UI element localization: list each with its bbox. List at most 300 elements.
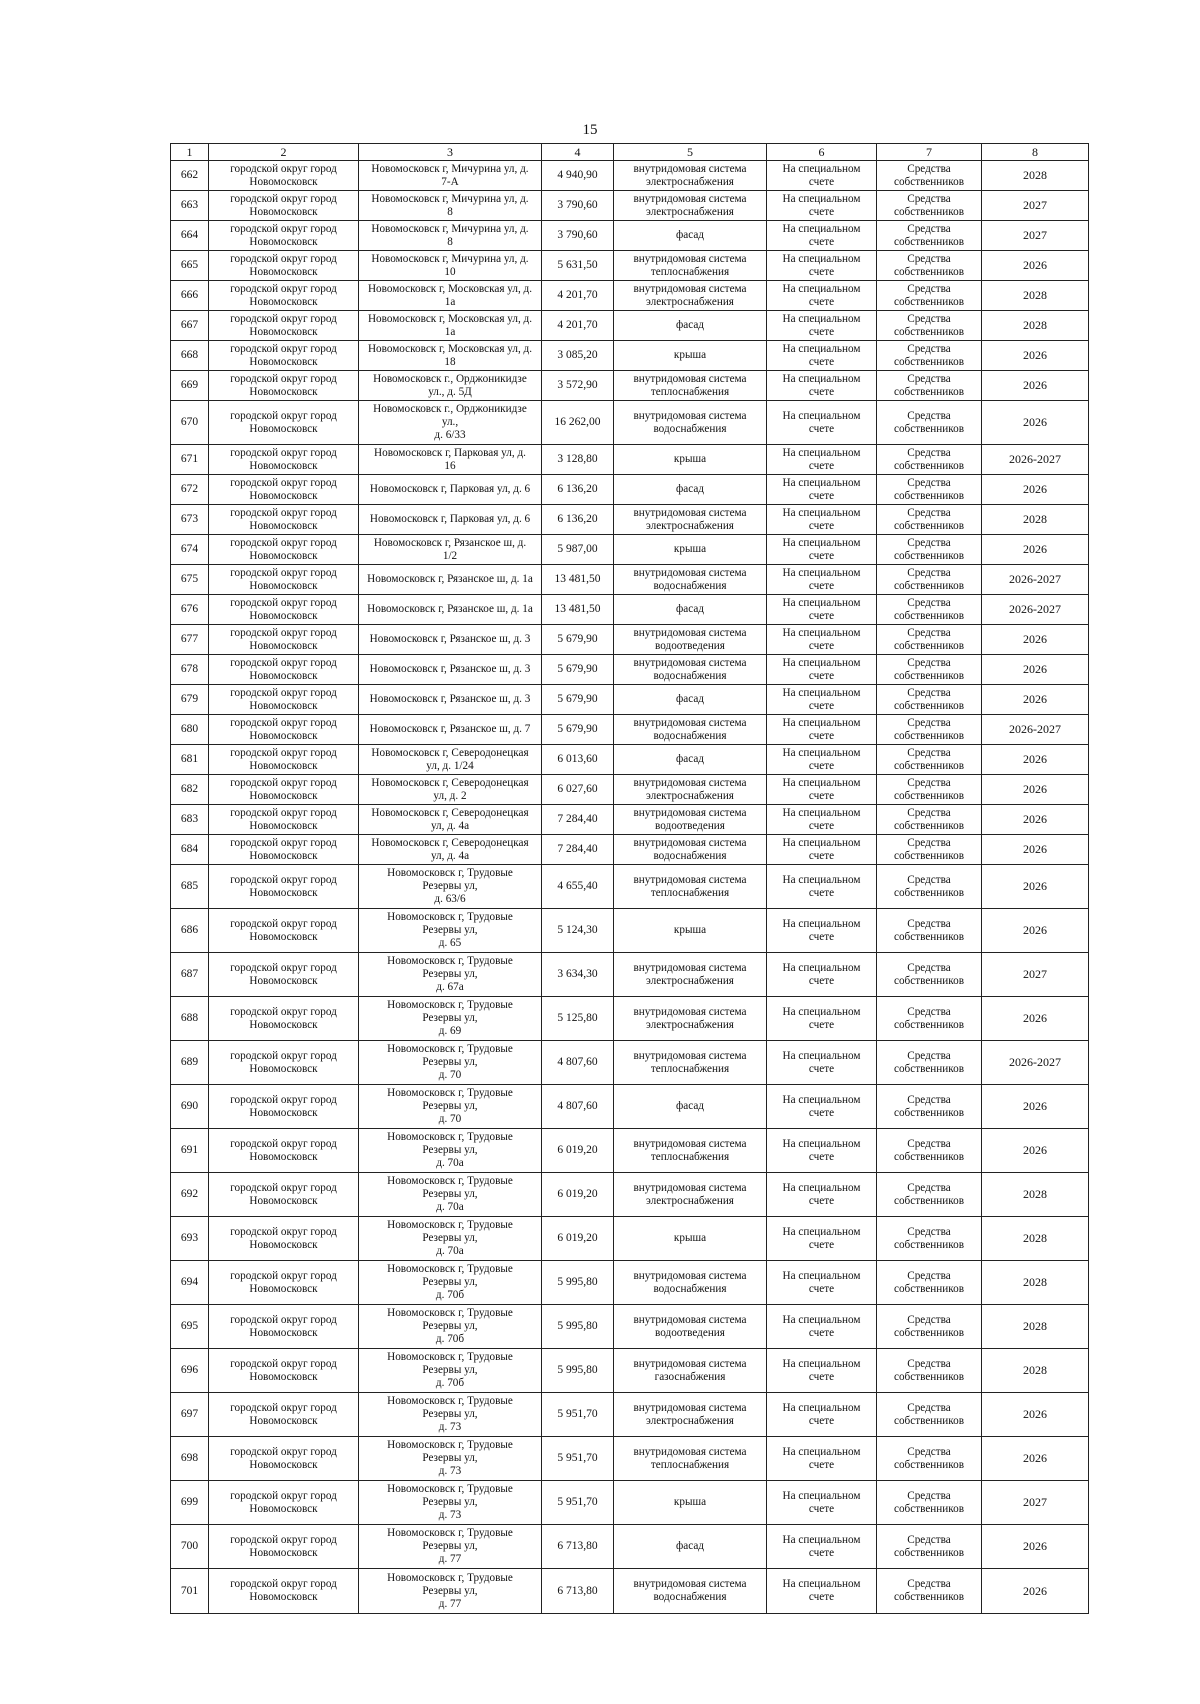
municipality-cell-line: Новомосковск — [249, 295, 318, 308]
work-type-cell — [614, 865, 767, 909]
work-type-cell — [614, 401, 767, 445]
work-type-cell — [614, 445, 767, 475]
funding-source-cell — [877, 625, 982, 655]
area-cell: 4 201,70 — [542, 311, 614, 341]
municipality-cell-line: городской округ город — [230, 961, 337, 974]
funding-source-cell — [877, 685, 982, 715]
fund-method-cell — [767, 281, 877, 311]
address-cell-line: д. 6/33 — [434, 429, 466, 441]
funding-source-cell — [877, 745, 982, 775]
work-type-cell — [614, 505, 767, 535]
fund-method-cell-line: На специальном — [782, 1578, 861, 1590]
fund-method-cell-line: счете — [808, 385, 835, 398]
work-type-cell-line: водоснабжения — [653, 1282, 727, 1295]
municipality-cell-line: Новомосковск — [249, 235, 318, 248]
table-row — [171, 191, 1089, 221]
address-cell-line: Новомосковск г, Рязанское ш, д. 1а — [367, 603, 533, 615]
municipality-cell — [209, 311, 359, 341]
work-type-cell — [614, 1041, 767, 1085]
table-row — [171, 1261, 1089, 1305]
row-number: 670 — [171, 401, 209, 445]
work-type-cell-line: теплоснабжения — [650, 886, 730, 899]
area-cell: 5 679,90 — [542, 715, 614, 745]
fund-method-cell — [767, 1261, 877, 1305]
work-type-cell-line: теплоснабжения — [650, 1150, 730, 1163]
address-cell-line: Новомосковск г, Мичурина ул, д. — [371, 192, 529, 205]
address-cell-line: Новомосковск г, Парковая ул, д. 6 — [369, 513, 531, 525]
municipality-cell-line: Новомосковск — [249, 1238, 318, 1251]
fund-method-cell-line: На специальном — [782, 716, 861, 729]
municipality-cell-line: Новомосковск — [249, 489, 318, 502]
year-cell: 2028 — [982, 1349, 1089, 1393]
fund-method-cell-line: счете — [808, 930, 835, 943]
fund-method-cell-line: На специальном — [782, 1093, 861, 1106]
municipality-cell-line: Новомосковск — [249, 789, 318, 802]
funding-source-cell-line: Средства — [907, 1181, 951, 1194]
funding-source-cell-line: Средства — [907, 506, 951, 519]
municipality-cell — [209, 505, 359, 535]
municipality-cell — [209, 997, 359, 1041]
address-cell-line: д. 69 — [438, 1025, 462, 1037]
row-number: 696 — [171, 1349, 209, 1393]
funding-source-cell-line: собственников — [894, 1282, 964, 1295]
fund-method-cell-line: На специальном — [782, 506, 861, 519]
column-header: 5 — [614, 144, 767, 161]
funding-source-cell-line: Средства — [907, 566, 951, 579]
municipality-cell-line: городской округ город — [230, 1313, 337, 1326]
table-row — [171, 1217, 1089, 1261]
work-type-cell-line: внутридомовая система — [633, 776, 747, 789]
address-cell — [359, 953, 542, 997]
work-type-cell-line: фасад — [676, 1100, 704, 1112]
work-type-cell-line: внутридомовая система — [633, 1137, 747, 1150]
row-number: 684 — [171, 835, 209, 865]
area-cell: 5 951,70 — [542, 1437, 614, 1481]
year-cell: 2028 — [982, 505, 1089, 535]
funding-source-cell-line: Средства — [907, 917, 951, 930]
row-number: 685 — [171, 865, 209, 909]
table-row — [171, 401, 1089, 445]
row-number: 665 — [171, 251, 209, 281]
funding-source-cell — [877, 1437, 982, 1481]
row-number: 672 — [171, 475, 209, 505]
work-type-cell — [614, 1261, 767, 1305]
work-type-cell-line: водоотведения — [655, 1326, 725, 1339]
address-cell-line: 1/2 — [442, 549, 458, 562]
funding-source-cell — [877, 997, 982, 1041]
funding-source-cell-line: Средства — [907, 961, 951, 974]
municipality-cell-line: городской округ город — [230, 312, 337, 325]
row-number: 693 — [171, 1217, 209, 1261]
address-cell — [359, 625, 542, 655]
row-number: 675 — [171, 565, 209, 595]
work-type-cell — [614, 997, 767, 1041]
funding-source-cell-line: собственников — [894, 819, 964, 832]
address-cell — [359, 595, 542, 625]
address-cell-line: д. 70б — [435, 1377, 465, 1389]
address-cell-line: Новомосковск г, Северодонецкая — [371, 836, 529, 849]
work-type-cell — [614, 775, 767, 805]
fund-method-cell-line: счете — [808, 789, 835, 802]
fund-method-cell — [767, 161, 877, 191]
year-cell: 2026 — [982, 1393, 1089, 1437]
funding-source-cell-line: собственников — [894, 1194, 964, 1207]
work-type-cell — [614, 1217, 767, 1261]
address-cell — [359, 221, 542, 251]
funding-source-cell — [877, 535, 982, 565]
work-type-cell-line: фасад — [676, 603, 704, 615]
work-type-cell — [614, 685, 767, 715]
area-cell: 4 655,40 — [542, 865, 614, 909]
municipality-cell-line: городской округ город — [230, 806, 337, 819]
work-type-cell-line: водоотведения — [655, 639, 725, 652]
municipality-cell — [209, 1393, 359, 1437]
municipality-cell-line: Новомосковск — [249, 1150, 318, 1163]
column-header: 3 — [359, 144, 542, 161]
municipality-cell-line: городской округ город — [230, 1489, 337, 1502]
year-cell: 2026 — [982, 371, 1089, 401]
row-number: 667 — [171, 311, 209, 341]
year-cell: 2026-2027 — [982, 715, 1089, 745]
municipality-cell-line: городской округ город — [230, 566, 337, 579]
address-cell-line: Резервы ул, — [422, 880, 478, 892]
work-type-cell-line: внутридомовая система — [633, 252, 747, 265]
funding-source-cell — [877, 311, 982, 341]
address-cell — [359, 341, 542, 371]
fund-method-cell-line: На специальном — [782, 961, 861, 974]
fund-method-cell-line: На специальном — [782, 342, 861, 355]
fund-method-cell — [767, 445, 877, 475]
address-cell — [359, 401, 542, 445]
funding-source-cell — [877, 865, 982, 909]
fund-method-cell-line: На специальном — [782, 409, 861, 422]
funding-source-cell-line: собственников — [894, 1018, 964, 1031]
area-cell: 4 940,90 — [542, 161, 614, 191]
work-type-cell-line: электроснабжения — [646, 519, 734, 532]
work-type-cell-line: теплоснабжения — [650, 1458, 730, 1471]
fund-method-cell-line: На специальном — [782, 917, 861, 930]
row-number: 662 — [171, 161, 209, 191]
funding-source-cell-line: Средства — [907, 806, 951, 819]
table-row — [171, 1305, 1089, 1349]
work-type-cell-line: крыша — [673, 1496, 707, 1508]
funding-source-cell-line: собственников — [894, 1502, 964, 1515]
row-number: 688 — [171, 997, 209, 1041]
work-type-cell-line: водоснабжения — [653, 729, 727, 742]
municipality-cell-line: городской округ город — [230, 372, 337, 385]
funding-source-cell-line: собственников — [894, 1150, 964, 1163]
address-cell-line: Новомосковск г, Трудовые — [387, 1351, 513, 1363]
funding-source-cell-line: собственников — [894, 489, 964, 502]
work-type-cell — [614, 191, 767, 221]
municipality-cell-line: Новомосковск — [249, 849, 318, 862]
fund-method-cell-line: На специальном — [782, 806, 861, 819]
funding-source-cell-line: собственников — [894, 759, 964, 772]
area-cell: 3 085,20 — [542, 341, 614, 371]
address-cell-line: Новомосковск г, Трудовые — [387, 867, 513, 879]
municipality-cell-line: Новомосковск — [249, 886, 318, 899]
address-cell-line: д. 67а — [436, 981, 464, 993]
funding-source-cell — [877, 715, 982, 745]
work-type-cell-line: внутридомовая система — [633, 873, 747, 886]
fund-method-cell-line: счете — [808, 1546, 835, 1559]
municipality-cell-line: городской округ город — [230, 409, 337, 422]
year-cell: 2027 — [982, 953, 1089, 997]
address-cell-line: Новомосковск г, Трудовые — [387, 1571, 513, 1584]
table-row — [171, 565, 1089, 595]
work-type-cell-line: крыша — [673, 453, 707, 465]
municipality-cell — [209, 1217, 359, 1261]
municipality-cell — [209, 1481, 359, 1525]
fund-method-cell-line: На специальном — [782, 312, 861, 325]
year-cell: 2026 — [982, 1569, 1089, 1614]
municipality-cell-line: Новомосковск — [249, 609, 318, 622]
work-type-cell-line: теплоснабжения — [650, 1062, 730, 1075]
fund-method-cell-line: счете — [808, 1370, 835, 1383]
work-type-cell — [614, 909, 767, 953]
fund-method-cell-line: счете — [808, 819, 835, 832]
municipality-cell-line: Новомосковск — [249, 974, 318, 987]
fund-method-cell-line: счете — [808, 175, 835, 188]
area-cell: 16 262,00 — [542, 401, 614, 445]
municipality-cell — [209, 535, 359, 565]
column-header: 8 — [982, 144, 1089, 161]
funding-source-cell — [877, 1393, 982, 1437]
work-type-cell — [614, 1481, 767, 1525]
funding-source-cell-line: собственников — [894, 205, 964, 218]
area-cell: 3 572,90 — [542, 371, 614, 401]
fund-method-cell-line: На специальном — [782, 596, 861, 609]
municipality-cell-line: городской округ город — [230, 873, 337, 886]
funding-source-cell-line: собственников — [894, 1414, 964, 1427]
municipality-cell — [209, 1129, 359, 1173]
municipality-cell — [209, 953, 359, 997]
municipality-cell-line: Новомосковск — [249, 1591, 318, 1603]
fund-method-cell-line: На специальном — [782, 836, 861, 849]
municipality-cell — [209, 191, 359, 221]
funding-source-cell-line: Средства — [907, 446, 951, 459]
area-cell: 5 679,90 — [542, 685, 614, 715]
funding-source-cell-line: Средства — [907, 342, 951, 355]
fund-method-cell-line: На специальном — [782, 476, 861, 489]
fund-method-cell-line: счете — [808, 422, 835, 435]
work-type-cell-line: фасад — [676, 229, 704, 241]
year-cell: 2026 — [982, 685, 1089, 715]
address-cell-line: Новомосковск г, Северодонецкая — [371, 806, 529, 819]
work-type-cell — [614, 1525, 767, 1569]
table-row — [171, 445, 1089, 475]
municipality-cell — [209, 341, 359, 371]
fund-method-cell-line: счете — [808, 1326, 835, 1339]
address-cell-line: Новомосковск г, Трудовые — [387, 1395, 513, 1407]
funding-source-cell-line: Средства — [907, 1269, 951, 1282]
row-number: 691 — [171, 1129, 209, 1173]
funding-source-cell-line: Средства — [907, 1445, 951, 1458]
work-type-cell — [614, 805, 767, 835]
fund-method-cell-line: На специальном — [782, 1137, 861, 1150]
address-cell-line: Резервы ул, — [422, 1232, 478, 1244]
municipality-cell-line: городской округ город — [230, 1533, 337, 1546]
work-type-cell-line: внутридомовая система — [633, 1181, 747, 1194]
municipality-cell — [209, 1041, 359, 1085]
municipality-cell-line: Новомосковск — [249, 519, 318, 532]
work-type-cell-line: внутридомовая система — [633, 961, 747, 974]
work-type-cell — [614, 953, 767, 997]
table-row — [171, 251, 1089, 281]
area-cell: 5 679,90 — [542, 625, 614, 655]
row-number: 694 — [171, 1261, 209, 1305]
address-cell-line: Новомосковск г, Трудовые — [387, 1307, 513, 1319]
municipality-cell-line: городской округ город — [230, 596, 337, 609]
work-type-cell — [614, 341, 767, 371]
address-cell-line: Резервы ул, — [422, 1100, 478, 1112]
funding-source-cell-line: собственников — [894, 974, 964, 987]
funding-source-cell — [877, 1349, 982, 1393]
fund-method-cell-line: счете — [808, 639, 835, 652]
work-type-cell-line: крыша — [673, 924, 707, 936]
funding-source-cell-line: собственников — [894, 1458, 964, 1471]
address-cell — [359, 655, 542, 685]
fund-method-cell-line: На специальном — [782, 776, 861, 789]
funding-source-cell-line: Средства — [907, 312, 951, 325]
fund-method-cell-line: счете — [808, 1150, 835, 1163]
funding-source-cell-line: Средства — [907, 836, 951, 849]
address-cell-line: д. 73 — [438, 1509, 462, 1521]
funding-source-cell-line: Средства — [907, 1357, 951, 1370]
address-cell — [359, 865, 542, 909]
fund-method-cell-line: счете — [808, 849, 835, 862]
fund-method-cell-line: счете — [808, 579, 835, 592]
municipality-cell — [209, 745, 359, 775]
table-body — [171, 161, 1089, 1614]
municipality-cell-line: городской округ город — [230, 342, 337, 355]
year-cell: 2026-2027 — [982, 565, 1089, 595]
address-cell-line: Новомосковск г, Трудовые — [387, 1483, 513, 1495]
fund-method-cell-line: На специальном — [782, 1049, 861, 1062]
fund-method-cell-line: На специальном — [782, 1357, 861, 1370]
year-cell: 2026 — [982, 625, 1089, 655]
table-row — [171, 1129, 1089, 1173]
table-row — [171, 715, 1089, 745]
row-number: 674 — [171, 535, 209, 565]
address-cell-line: Резервы ул, — [422, 1320, 478, 1332]
municipality-cell — [209, 805, 359, 835]
address-cell-line: Резервы ул, — [422, 1364, 478, 1376]
funding-source-cell — [877, 1525, 982, 1569]
fund-method-cell — [767, 909, 877, 953]
municipality-cell-line: Новомосковск — [249, 819, 318, 832]
year-cell: 2026 — [982, 251, 1089, 281]
funding-source-cell-line: собственников — [894, 639, 964, 652]
area-cell: 5 987,00 — [542, 535, 614, 565]
address-cell-line: Новомосковск г, Трудовые — [387, 999, 513, 1011]
work-type-cell-line: внутридомовая система — [633, 282, 747, 295]
work-type-cell-line: теплоснабжения — [650, 265, 730, 278]
address-cell-line: Резервы ул, — [422, 1540, 478, 1552]
area-cell: 6 019,20 — [542, 1129, 614, 1173]
work-type-cell-line: водоснабжения — [653, 579, 727, 592]
fund-method-cell-line: счете — [808, 489, 835, 502]
work-type-cell — [614, 311, 767, 341]
funding-source-cell-line: Средства — [907, 626, 951, 639]
work-type-cell — [614, 535, 767, 565]
column-header: 4 — [542, 144, 614, 161]
fund-method-cell-line: На специальном — [782, 626, 861, 639]
municipality-cell-line: городской округ город — [230, 252, 337, 265]
work-type-cell-line: внутридомовая система — [633, 1401, 747, 1414]
municipality-cell — [209, 1437, 359, 1481]
municipality-cell-line: Новомосковск — [249, 175, 318, 188]
fund-method-cell-line: На специальном — [782, 446, 861, 459]
fund-method-cell-line: счете — [808, 235, 835, 248]
column-number-row — [171, 144, 1089, 161]
address-cell-line: ул, д. 4а — [430, 849, 470, 862]
year-cell: 2026 — [982, 341, 1089, 371]
address-cell-line: Новомосковск г, Рязанское ш, д. 3 — [369, 633, 531, 645]
municipality-cell-line: городской округ город — [230, 626, 337, 639]
work-type-cell — [614, 221, 767, 251]
municipality-cell-line: городской округ город — [230, 716, 337, 729]
fund-method-cell — [767, 1173, 877, 1217]
year-cell: 2026 — [982, 1437, 1089, 1481]
fund-method-cell-line: На специальном — [782, 222, 861, 235]
funding-source-cell — [877, 475, 982, 505]
municipality-cell — [209, 161, 359, 191]
fund-method-cell-line: счете — [808, 1282, 835, 1295]
work-type-cell — [614, 1569, 767, 1614]
funding-source-cell — [877, 1041, 982, 1085]
funding-source-cell-line: собственников — [894, 175, 964, 188]
fund-method-cell-line: счете — [808, 699, 835, 712]
work-type-cell-line: внутридомовая система — [633, 566, 747, 579]
table-row — [171, 341, 1089, 371]
address-cell-line: Новомосковск г., Орджоникидзе — [373, 372, 527, 385]
address-cell — [359, 475, 542, 505]
funding-source-cell-line: собственников — [894, 849, 964, 862]
municipality-cell — [209, 1085, 359, 1129]
year-cell: 2026 — [982, 1129, 1089, 1173]
table-row — [171, 1085, 1089, 1129]
address-cell — [359, 1085, 542, 1129]
fund-method-cell-line: На специальном — [782, 1445, 861, 1458]
fund-method-cell — [767, 535, 877, 565]
fund-method-cell-line: На специальном — [782, 282, 861, 295]
fund-method-cell-line: счете — [808, 759, 835, 772]
municipality-cell-line: Новомосковск — [249, 422, 318, 435]
table-row — [171, 835, 1089, 865]
fund-method-cell-line: На специальном — [782, 536, 861, 549]
address-cell-line: д. 70 — [438, 1113, 462, 1125]
funding-source-cell-line: собственников — [894, 235, 964, 248]
funding-source-cell — [877, 775, 982, 805]
work-type-cell-line: внутридомовая система — [633, 162, 747, 175]
year-cell: 2028 — [982, 1261, 1089, 1305]
work-type-cell-line: внутридомовая система — [633, 372, 747, 385]
fund-method-cell — [767, 221, 877, 251]
municipality-cell-line: Новомосковск — [249, 1502, 318, 1515]
address-cell-line: Резервы ул, — [422, 1452, 478, 1464]
municipality-cell-line: Новомосковск — [249, 759, 318, 772]
municipality-cell-line: городской округ город — [230, 192, 337, 205]
area-cell: 4 807,60 — [542, 1041, 614, 1085]
municipality-cell — [209, 865, 359, 909]
municipality-cell — [209, 625, 359, 655]
municipality-cell-line: городской округ город — [230, 162, 337, 175]
funding-source-cell-line: собственников — [894, 295, 964, 308]
work-type-cell-line: электроснабжения — [646, 295, 734, 308]
funding-source-cell — [877, 1481, 982, 1525]
municipality-cell-line: городской округ город — [230, 506, 337, 519]
